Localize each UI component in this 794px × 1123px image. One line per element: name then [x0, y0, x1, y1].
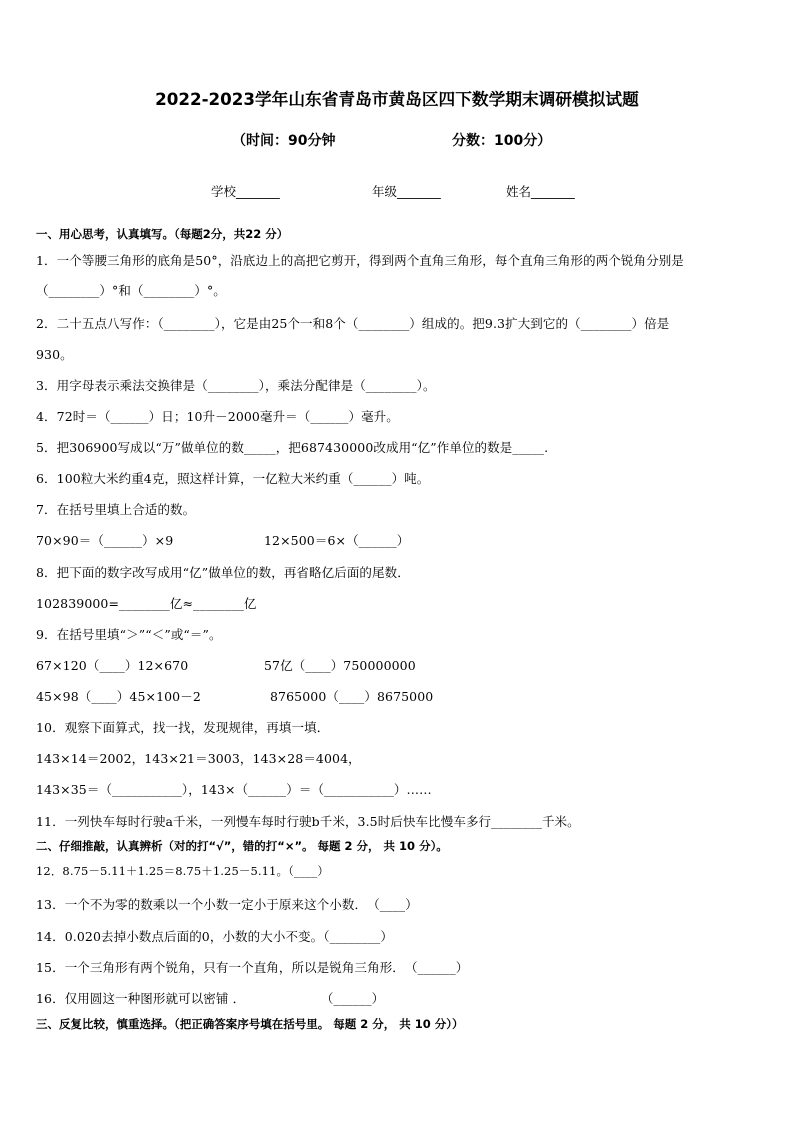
name-field: 姓名_______ [506, 184, 575, 199]
question-9-item-d: 8765000（____）8675000 [270, 689, 434, 704]
question-10-line-2: 143×35＝（___________），143×（______）＝（___________）…… [36, 782, 432, 797]
question-14: 14．0.020去掉小数点后面的0，小数的大小不变。（________） [36, 929, 393, 944]
exam-title: 2022-2023学年山东省青岛市黄岛区四下数学期末调研模拟试题 [155, 89, 639, 109]
exam-time: （时间：90分钟 [232, 133, 336, 149]
question-10-line-1: 143×14＝2002，143×21＝3003，143×28＝4004， [36, 751, 361, 766]
question-16: 16．仅用圆这一种图形就可以密铺 ． （______） [36, 991, 385, 1006]
question-11: 11．一列快车每时行驶a千米，一列慢车每时行驶b千米，3.5时后快车比慢车多行________千米。 [36, 814, 580, 829]
question-6: 6．100粒大米约重4克，照这样计算，一亿粒大米约重（______）吨。 [36, 471, 430, 486]
question-5: 5．把306900写成以“万”做单位的数_____，把687430000改成用“亿”作单位的数是_____. [36, 440, 549, 455]
question-9-item-b: 57亿（____）750000000 [264, 658, 416, 673]
question-15: 15．一个三角形有两个锐角，只有一个直角，所以是锐角三角形． （______） [36, 960, 469, 975]
question-4: 4．72时＝（______）日；10升－2000毫升＝（______）毫升。 [36, 409, 399, 424]
question-8-item: 102839000=________亿≈________亿 [36, 596, 257, 611]
section-2-heading: 二、仔细推敲，认真辨析（对的打“√”，错的打“×”。 每题 2 分， 共 10 分）。 [36, 839, 448, 853]
question-7-item-a: 70×90＝（______）×9 [36, 533, 174, 548]
question-7-item-b: 12×500＝6×（______） [264, 533, 410, 548]
question-2-line-1: 2．二十五点八写作：（________），它是由25个一和8个（________）组成的。把9.3扩大到它的（________）倍是 [36, 316, 670, 331]
school-field: 学校_______ [211, 184, 280, 199]
question-2-line-2: 930。 [36, 347, 73, 362]
question-9-item-c: 45×98（____）45×100－2 [36, 689, 201, 704]
question-7: 7．在括号里填上合适的数。 [36, 502, 196, 517]
question-1-line-2: （________）°和（________）°。 [36, 283, 226, 298]
section-3-heading: 三、反复比较，慎重选择。（把正确答案序号填在括号里。 每题 2 分， 共 10 分）） [36, 1017, 464, 1031]
question-13: 13．一个不为零的数乘以一个小数一定小于原来这个小数． （____） [36, 897, 418, 912]
question-9-item-a: 67×120（____）12×670 [36, 658, 189, 673]
question-12: 12．8.75－5.11＋1.25＝8.75＋1.25－5.11。（____） [36, 864, 329, 878]
grade-field: 年级_______ [372, 184, 441, 199]
question-10: 10．观察下面算式，找一找，发现规律，再填一填． [36, 720, 330, 735]
exam-score: 分数：100分） [452, 133, 552, 149]
question-3: 3．用字母表示乘法交换律是（________），乘法分配律是（________）。 [36, 378, 436, 393]
section-1-heading: 一、用心思考，认真填写。（每题2分，共22 分） [36, 227, 289, 241]
question-9: 9．在括号里填“＞”“＜”或“＝”。 [36, 627, 222, 642]
question-8: 8．把下面的数字改写成用“亿”做单位的数，再省略亿后面的尾数． [36, 565, 410, 580]
question-1-line-1: 1．一个等腰三角形的底角是50°，沿底边上的高把它剪开，得到两个直角三角形，每个直角三角形的两个锐角分别是 [36, 253, 684, 268]
